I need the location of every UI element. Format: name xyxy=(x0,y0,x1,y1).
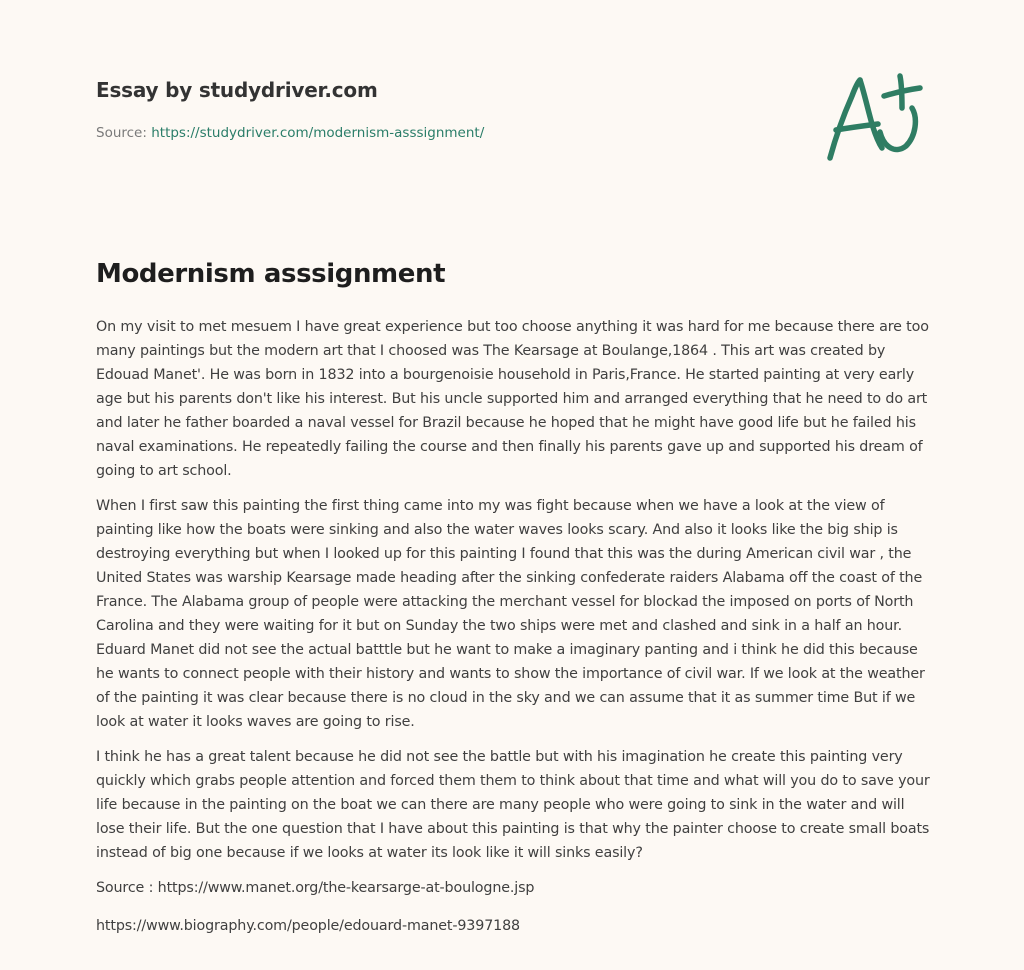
article-title: Modernism asssignment xyxy=(96,259,446,289)
paragraph: On my visit to met mesuem I have great experience but too choose anything it was hard for me because there are too many paintings but the modern art that I choosed was The Kearsage at Boulange,1864 . This art was created by Edouad Manet'. He was born in 1832 into a bourgenoisie household in Paris,France. He started painting at very early age but his parents don't like his interest. But his uncle supported him and arranged everything that he need to do art and later he father boarded a naval vessel for Brazil because he hoped that he might have good life but he failed his naval examinations. He repeatedly failing the course and then finally his parents gave up and supported his dream of going to art school. xyxy=(96,319,929,479)
article-body xyxy=(96,315,936,952)
source-link[interactable]: https://studydriver.com/modernism-asssignment/ xyxy=(151,125,485,141)
site-title: Essay by studydriver.com xyxy=(96,78,378,102)
paragraph: When I first saw this painting the first thing came into my was fight because when we have a look at the view of painting like how the boats were sinking and also the water waves looks scary. And also it looks like the big ship is destroying everything but when I looked up for this painting I found that this was the during American civil war , the United States was warship Kearsage made heading after the sinking confederate raiders Alabama off the coast of the France. The Alabama group of people were attacking the merchant vessel for blockad the imposed on ports of North Carolina and they were waiting for it but on Sunday the two ships were met and clashed and sink in a half an hour. Eduard Manet did not see the actual batttle but he want to make a imaginary panting and i think he did this because he wants to connect people with their history and wants to show the importance of civil war. If we look at the weather of the painting it was clear because there is no cloud in the sky and we can assume that it as summer time But if we look at water it looks waves are going to rise. xyxy=(96,498,925,730)
reference-link: https://www.biography.com/people/edouard-manet-9397188 xyxy=(96,918,520,934)
source-line xyxy=(96,123,796,143)
source-label: Source: xyxy=(96,125,147,141)
paragraph: I think he has a great talent because he did not see the battle but with his imagination he create this painting very quickly which grabs people attention and forced them them to think about that time and what will you do to save your life because in the painting on the boat we can there are many people who were going to sink in the water and will lose their life. But the one question that I have about this painting is that why the painter choose to create small boats instead of big one because if we looks at water its look like it will sinks easily? xyxy=(96,749,930,861)
reference-source: Source : https://www.manet.org/the-kearsarge-at-boulogne.jsp xyxy=(96,880,535,896)
a-plus-grade-icon xyxy=(822,66,932,166)
page-header xyxy=(96,74,796,143)
